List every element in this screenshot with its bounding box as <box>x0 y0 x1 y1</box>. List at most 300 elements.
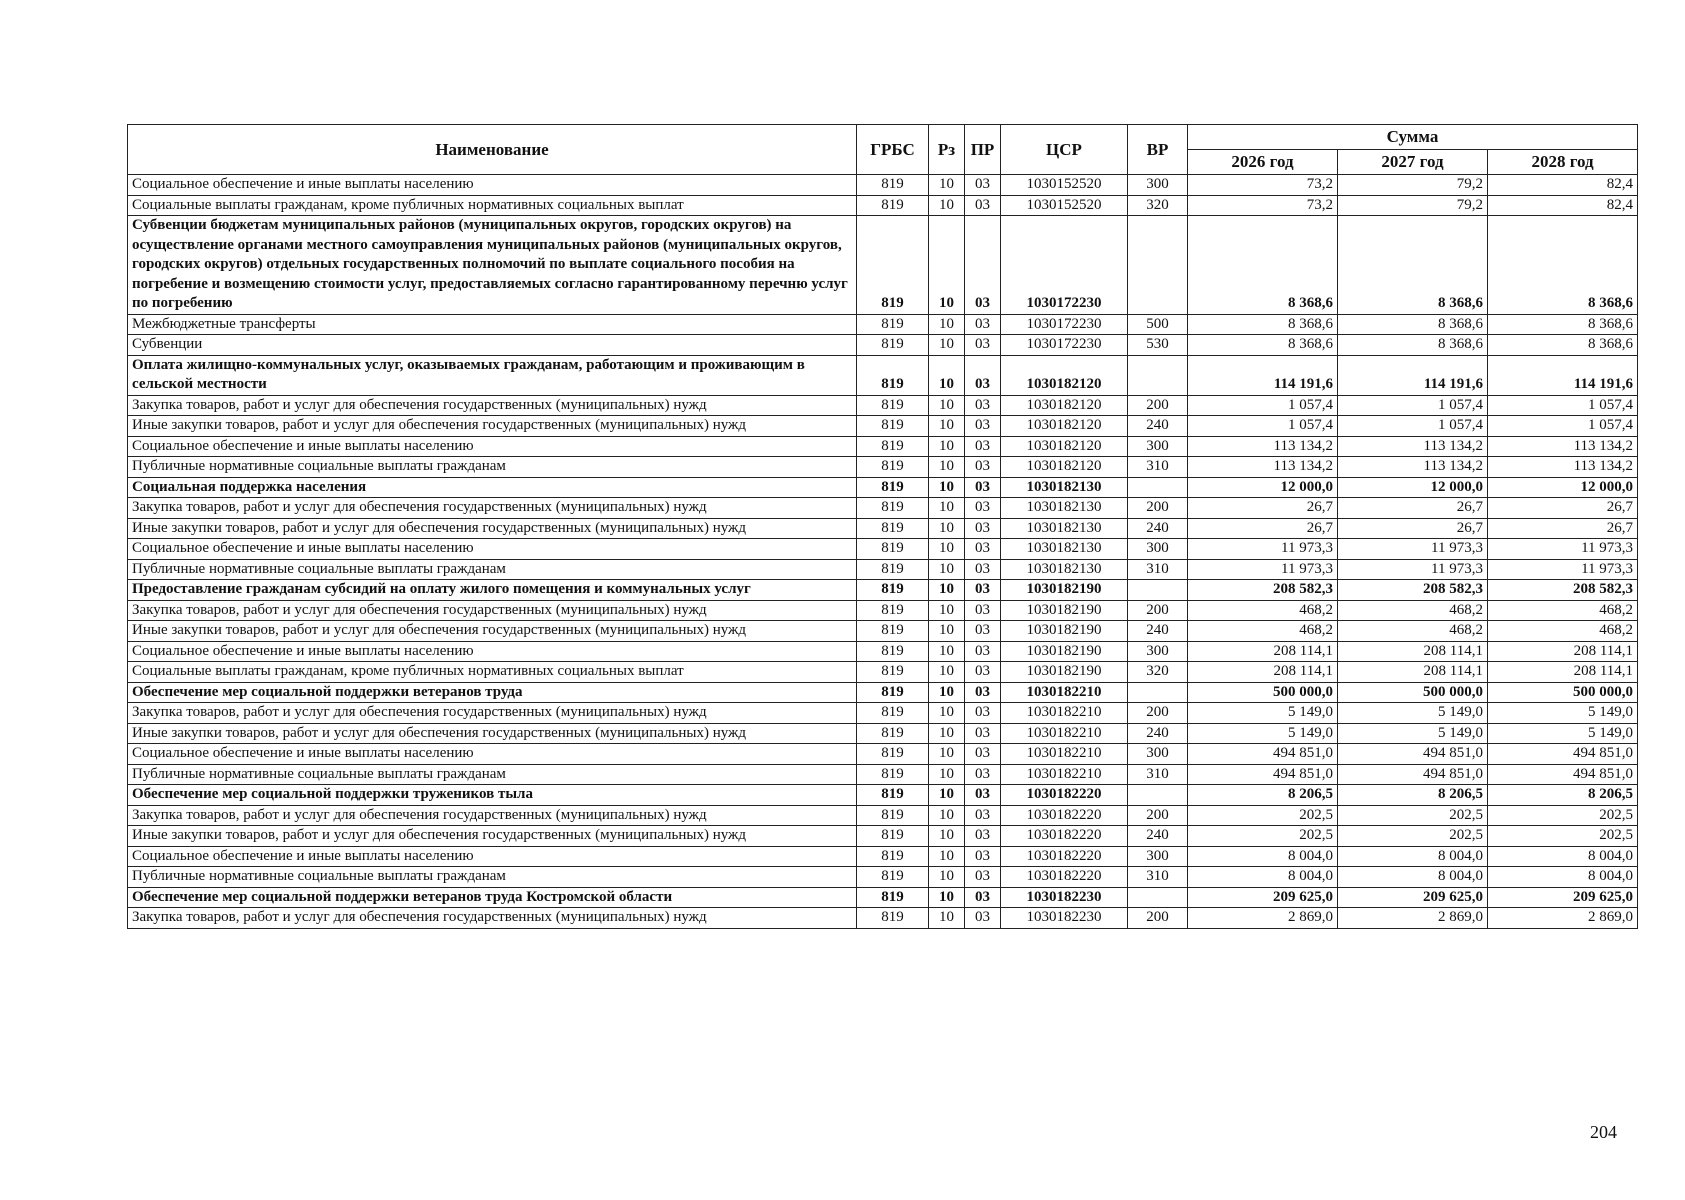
cell-csr: 1030152520 <box>1001 175 1128 196</box>
cell-grbs: 819 <box>857 621 929 642</box>
cell-vr <box>1128 477 1188 498</box>
cell-pr: 03 <box>965 600 1001 621</box>
cell-grbs: 819 <box>857 662 929 683</box>
cell-pr: 03 <box>965 764 1001 785</box>
cell-sum-2027: 494 851,0 <box>1338 744 1488 765</box>
cell-csr: 1030182220 <box>1001 826 1128 847</box>
cell-rz: 10 <box>929 436 965 457</box>
cell-pr: 03 <box>965 314 1001 335</box>
cell-grbs: 819 <box>857 498 929 519</box>
cell-sum-2026: 5 149,0 <box>1188 723 1338 744</box>
cell-csr: 1030182220 <box>1001 867 1128 888</box>
cell-grbs: 819 <box>857 477 929 498</box>
cell-csr: 1030182120 <box>1001 416 1128 437</box>
cell-rz: 10 <box>929 216 965 315</box>
cell-sum-2027: 202,5 <box>1338 805 1488 826</box>
cell-csr: 1030182210 <box>1001 764 1128 785</box>
cell-vr: 320 <box>1128 195 1188 216</box>
cell-sum-2026: 12 000,0 <box>1188 477 1338 498</box>
cell-vr: 530 <box>1128 335 1188 356</box>
cell-rz: 10 <box>929 498 965 519</box>
cell-sum-2026: 2 869,0 <box>1188 908 1338 929</box>
table-row <box>128 887 1638 908</box>
cell-sum-2028: 8 004,0 <box>1488 867 1638 888</box>
cell-rz: 10 <box>929 539 965 560</box>
cell-sum-2026: 208 582,3 <box>1188 580 1338 601</box>
cell-vr: 200 <box>1128 805 1188 826</box>
cell-sum-2028: 8 368,6 <box>1488 314 1638 335</box>
cell-sum-2027: 12 000,0 <box>1338 477 1488 498</box>
cell-sum-2028: 208 114,1 <box>1488 662 1638 683</box>
cell-grbs: 819 <box>857 314 929 335</box>
cell-name: Иные закупки товаров, работ и услуг для обеспечения государственных (муниципальных) нужд <box>128 416 857 437</box>
cell-sum-2027: 26,7 <box>1338 498 1488 519</box>
cell-vr: 240 <box>1128 826 1188 847</box>
cell-name: Социальное обеспечение и иные выплаты населению <box>128 744 857 765</box>
cell-vr: 300 <box>1128 846 1188 867</box>
cell-sum-2026: 494 851,0 <box>1188 764 1338 785</box>
cell-vr: 320 <box>1128 662 1188 683</box>
cell-grbs: 819 <box>857 335 929 356</box>
cell-vr: 500 <box>1128 314 1188 335</box>
cell-sum-2026: 468,2 <box>1188 600 1338 621</box>
cell-sum-2026: 1 057,4 <box>1188 416 1338 437</box>
cell-pr: 03 <box>965 395 1001 416</box>
cell-sum-2026: 8 368,6 <box>1188 335 1338 356</box>
cell-name: Закупка товаров, работ и услуг для обеспечения государственных (муниципальных) нужд <box>128 498 857 519</box>
cell-rz: 10 <box>929 518 965 539</box>
budget-table <box>127 124 1638 929</box>
table-row <box>128 867 1638 888</box>
cell-sum-2026: 113 134,2 <box>1188 436 1338 457</box>
cell-grbs: 819 <box>857 518 929 539</box>
table-row <box>128 846 1638 867</box>
cell-rz: 10 <box>929 457 965 478</box>
cell-sum-2027: 8 004,0 <box>1338 846 1488 867</box>
cell-sum-2027: 202,5 <box>1338 826 1488 847</box>
cell-sum-2027: 468,2 <box>1338 600 1488 621</box>
cell-name: Публичные нормативные социальные выплаты гражданам <box>128 457 857 478</box>
cell-csr: 1030182220 <box>1001 846 1128 867</box>
table-row <box>128 355 1638 395</box>
page-number: 204 <box>1590 1122 1617 1142</box>
table-header <box>128 125 1638 175</box>
cell-csr: 1030182120 <box>1001 436 1128 457</box>
cell-sum-2027: 113 134,2 <box>1338 436 1488 457</box>
cell-sum-2026: 5 149,0 <box>1188 703 1338 724</box>
cell-pr: 03 <box>965 703 1001 724</box>
cell-sum-2027: 5 149,0 <box>1338 723 1488 744</box>
cell-csr: 1030152520 <box>1001 195 1128 216</box>
cell-csr: 1030182130 <box>1001 498 1128 519</box>
cell-sum-2026: 8 368,6 <box>1188 314 1338 335</box>
cell-pr: 03 <box>965 682 1001 703</box>
cell-sum-2027: 8 368,6 <box>1338 216 1488 315</box>
cell-rz: 10 <box>929 195 965 216</box>
cell-grbs: 819 <box>857 539 929 560</box>
table-row <box>128 641 1638 662</box>
cell-vr: 200 <box>1128 600 1188 621</box>
cell-rz: 10 <box>929 682 965 703</box>
cell-sum-2028: 113 134,2 <box>1488 436 1638 457</box>
cell-rz: 10 <box>929 805 965 826</box>
cell-sum-2026: 468,2 <box>1188 621 1338 642</box>
col-header-name: Наименование <box>128 125 857 175</box>
cell-pr: 03 <box>965 477 1001 498</box>
cell-name: Закупка товаров, работ и услуг для обеспечения государственных (муниципальных) нужд <box>128 600 857 621</box>
cell-name: Межбюджетные трансферты <box>128 314 857 335</box>
cell-name: Социальное обеспечение и иные выплаты населению <box>128 436 857 457</box>
cell-name: Обеспечение мер социальной поддержки ветеранов труда Костромской области <box>128 887 857 908</box>
cell-rz: 10 <box>929 703 965 724</box>
cell-rz: 10 <box>929 314 965 335</box>
cell-csr: 1030182190 <box>1001 600 1128 621</box>
cell-sum-2026: 202,5 <box>1188 805 1338 826</box>
cell-grbs: 819 <box>857 723 929 744</box>
cell-csr: 1030182210 <box>1001 723 1128 744</box>
cell-sum-2027: 500 000,0 <box>1338 682 1488 703</box>
cell-sum-2027: 113 134,2 <box>1338 457 1488 478</box>
table-row <box>128 559 1638 580</box>
cell-name: Иные закупки товаров, работ и услуг для обеспечения государственных (муниципальных) нужд <box>128 723 857 744</box>
cell-sum-2028: 113 134,2 <box>1488 457 1638 478</box>
table-row <box>128 764 1638 785</box>
cell-pr: 03 <box>965 785 1001 806</box>
table-body <box>128 175 1638 929</box>
cell-vr <box>1128 580 1188 601</box>
cell-sum-2027: 208 114,1 <box>1338 641 1488 662</box>
cell-csr: 1030182120 <box>1001 355 1128 395</box>
cell-name: Иные закупки товаров, работ и услуг для обеспечения государственных (муниципальных) нужд <box>128 826 857 847</box>
cell-pr: 03 <box>965 216 1001 315</box>
cell-sum-2026: 73,2 <box>1188 195 1338 216</box>
cell-pr: 03 <box>965 908 1001 929</box>
table-row <box>128 785 1638 806</box>
cell-csr: 1030182210 <box>1001 682 1128 703</box>
cell-csr: 1030182210 <box>1001 703 1128 724</box>
cell-name: Публичные нормативные социальные выплаты гражданам <box>128 764 857 785</box>
cell-sum-2027: 209 625,0 <box>1338 887 1488 908</box>
cell-grbs: 819 <box>857 682 929 703</box>
cell-csr: 1030182230 <box>1001 908 1128 929</box>
cell-sum-2026: 114 191,6 <box>1188 355 1338 395</box>
cell-sum-2027: 8 206,5 <box>1338 785 1488 806</box>
table-row <box>128 216 1638 315</box>
cell-grbs: 819 <box>857 908 929 929</box>
cell-csr: 1030182130 <box>1001 539 1128 560</box>
cell-sum-2026: 8 004,0 <box>1188 867 1338 888</box>
cell-pr: 03 <box>965 867 1001 888</box>
cell-vr: 240 <box>1128 416 1188 437</box>
cell-vr: 240 <box>1128 518 1188 539</box>
cell-grbs: 819 <box>857 457 929 478</box>
cell-sum-2028: 11 973,3 <box>1488 539 1638 560</box>
col-header-sum: Сумма <box>1188 125 1638 150</box>
cell-grbs: 819 <box>857 744 929 765</box>
cell-rz: 10 <box>929 335 965 356</box>
cell-name: Субвенции бюджетам муниципальных районов (муниципальных округов, городских округов) на осуществление органами местного самоуправления муниципальных районов (муниципальных округов, городских округов) отдельных государственных полномочий по выплате социального пособия на погребение и возмещению стоимости услуг, предоставляемых согласно гарантированному перечню услуг по погребению <box>128 216 857 315</box>
col-header-year-2026: 2026 год <box>1188 150 1338 175</box>
cell-pr: 03 <box>965 416 1001 437</box>
cell-sum-2028: 500 000,0 <box>1488 682 1638 703</box>
cell-vr: 200 <box>1128 498 1188 519</box>
cell-sum-2028: 8 206,5 <box>1488 785 1638 806</box>
cell-csr: 1030182130 <box>1001 518 1128 539</box>
cell-sum-2027: 494 851,0 <box>1338 764 1488 785</box>
cell-sum-2028: 1 057,4 <box>1488 395 1638 416</box>
cell-sum-2026: 113 134,2 <box>1188 457 1338 478</box>
cell-grbs: 819 <box>857 785 929 806</box>
cell-csr: 1030182220 <box>1001 805 1128 826</box>
cell-sum-2027: 8 368,6 <box>1338 335 1488 356</box>
cell-sum-2028: 468,2 <box>1488 621 1638 642</box>
cell-name: Социальное обеспечение и иные выплаты населению <box>128 175 857 196</box>
col-header-csr: ЦСР <box>1001 125 1128 175</box>
cell-vr: 310 <box>1128 559 1188 580</box>
cell-vr: 200 <box>1128 908 1188 929</box>
cell-pr: 03 <box>965 826 1001 847</box>
table-row <box>128 723 1638 744</box>
cell-sum-2028: 208 582,3 <box>1488 580 1638 601</box>
cell-rz: 10 <box>929 641 965 662</box>
table-row <box>128 703 1638 724</box>
cell-rz: 10 <box>929 395 965 416</box>
cell-sum-2027: 1 057,4 <box>1338 416 1488 437</box>
cell-grbs: 819 <box>857 355 929 395</box>
cell-sum-2028: 11 973,3 <box>1488 559 1638 580</box>
cell-sum-2027: 11 973,3 <box>1338 559 1488 580</box>
cell-vr: 310 <box>1128 867 1188 888</box>
cell-csr: 1030182210 <box>1001 744 1128 765</box>
cell-sum-2028: 5 149,0 <box>1488 723 1638 744</box>
table-row <box>128 477 1638 498</box>
cell-rz: 10 <box>929 846 965 867</box>
cell-csr: 1030182130 <box>1001 477 1128 498</box>
table-row <box>128 580 1638 601</box>
cell-pr: 03 <box>965 175 1001 196</box>
cell-sum-2028: 26,7 <box>1488 518 1638 539</box>
cell-sum-2027: 26,7 <box>1338 518 1488 539</box>
cell-rz: 10 <box>929 723 965 744</box>
table-row <box>128 908 1638 929</box>
table-row <box>128 539 1638 560</box>
cell-sum-2028: 1 057,4 <box>1488 416 1638 437</box>
cell-grbs: 819 <box>857 175 929 196</box>
table-row <box>128 621 1638 642</box>
cell-pr: 03 <box>965 846 1001 867</box>
cell-sum-2027: 79,2 <box>1338 195 1488 216</box>
cell-vr <box>1128 785 1188 806</box>
cell-csr: 1030182190 <box>1001 580 1128 601</box>
cell-pr: 03 <box>965 539 1001 560</box>
cell-pr: 03 <box>965 621 1001 642</box>
cell-name: Иные закупки товаров, работ и услуг для обеспечения государственных (муниципальных) нужд <box>128 621 857 642</box>
cell-pr: 03 <box>965 335 1001 356</box>
cell-name: Закупка товаров, работ и услуг для обеспечения государственных (муниципальных) нужд <box>128 395 857 416</box>
cell-name: Публичные нормативные социальные выплаты гражданам <box>128 559 857 580</box>
cell-sum-2027: 79,2 <box>1338 175 1488 196</box>
cell-pr: 03 <box>965 355 1001 395</box>
cell-sum-2026: 8 004,0 <box>1188 846 1338 867</box>
cell-vr: 300 <box>1128 539 1188 560</box>
table-row <box>128 600 1638 621</box>
table-row <box>128 518 1638 539</box>
cell-grbs: 819 <box>857 436 929 457</box>
cell-sum-2027: 5 149,0 <box>1338 703 1488 724</box>
cell-vr: 310 <box>1128 764 1188 785</box>
table-row <box>128 314 1638 335</box>
cell-name: Закупка товаров, работ и услуг для обеспечения государственных (муниципальных) нужд <box>128 908 857 929</box>
cell-csr: 1030172230 <box>1001 335 1128 356</box>
cell-grbs: 819 <box>857 641 929 662</box>
table-row <box>128 805 1638 826</box>
cell-sum-2027: 2 869,0 <box>1338 908 1488 929</box>
cell-rz: 10 <box>929 887 965 908</box>
cell-pr: 03 <box>965 559 1001 580</box>
col-header-pr: ПР <box>965 125 1001 175</box>
cell-sum-2026: 8 206,5 <box>1188 785 1338 806</box>
cell-vr: 200 <box>1128 395 1188 416</box>
cell-sum-2026: 1 057,4 <box>1188 395 1338 416</box>
cell-rz: 10 <box>929 355 965 395</box>
col-header-year-2028: 2028 год <box>1488 150 1638 175</box>
cell-rz: 10 <box>929 867 965 888</box>
cell-vr: 300 <box>1128 641 1188 662</box>
cell-grbs: 819 <box>857 416 929 437</box>
cell-name: Закупка товаров, работ и услуг для обеспечения государственных (муниципальных) нужд <box>128 703 857 724</box>
cell-vr <box>1128 682 1188 703</box>
cell-sum-2028: 202,5 <box>1488 805 1638 826</box>
cell-name: Социальная поддержка населения <box>128 477 857 498</box>
cell-name: Публичные нормативные социальные выплаты гражданам <box>128 867 857 888</box>
cell-sum-2028: 82,4 <box>1488 175 1638 196</box>
cell-sum-2026: 208 114,1 <box>1188 641 1338 662</box>
col-header-vr: ВР <box>1128 125 1188 175</box>
cell-name: Социальные выплаты гражданам, кроме публичных нормативных социальных выплат <box>128 662 857 683</box>
cell-rz: 10 <box>929 559 965 580</box>
cell-sum-2028: 26,7 <box>1488 498 1638 519</box>
cell-rz: 10 <box>929 600 965 621</box>
cell-sum-2028: 114 191,6 <box>1488 355 1638 395</box>
table-row <box>128 395 1638 416</box>
cell-grbs: 819 <box>857 703 929 724</box>
cell-grbs: 819 <box>857 580 929 601</box>
table-row <box>128 682 1638 703</box>
table-row <box>128 498 1638 519</box>
cell-csr: 1030182190 <box>1001 621 1128 642</box>
cell-sum-2026: 8 368,6 <box>1188 216 1338 315</box>
cell-sum-2026: 11 973,3 <box>1188 559 1338 580</box>
col-header-rz: Рз <box>929 125 965 175</box>
cell-sum-2026: 500 000,0 <box>1188 682 1338 703</box>
cell-pr: 03 <box>965 580 1001 601</box>
table-row <box>128 195 1638 216</box>
cell-sum-2028: 494 851,0 <box>1488 764 1638 785</box>
cell-vr <box>1128 355 1188 395</box>
cell-name: Социальное обеспечение и иные выплаты населению <box>128 846 857 867</box>
cell-vr: 300 <box>1128 436 1188 457</box>
cell-pr: 03 <box>965 662 1001 683</box>
cell-sum-2026: 494 851,0 <box>1188 744 1338 765</box>
col-header-year-2027: 2027 год <box>1338 150 1488 175</box>
cell-sum-2026: 11 973,3 <box>1188 539 1338 560</box>
cell-sum-2026: 202,5 <box>1188 826 1338 847</box>
cell-vr: 240 <box>1128 723 1188 744</box>
cell-name: Оплата жилищно-коммунальных услуг, оказываемых гражданам, работающим и проживающим в сельской местности <box>128 355 857 395</box>
cell-name: Социальное обеспечение и иные выплаты населению <box>128 539 857 560</box>
cell-sum-2028: 82,4 <box>1488 195 1638 216</box>
table-row <box>128 662 1638 683</box>
table-row <box>128 436 1638 457</box>
cell-name: Обеспечение мер социальной поддержки тружеников тыла <box>128 785 857 806</box>
cell-grbs: 819 <box>857 195 929 216</box>
cell-grbs: 819 <box>857 826 929 847</box>
cell-sum-2028: 2 869,0 <box>1488 908 1638 929</box>
cell-name: Закупка товаров, работ и услуг для обеспечения государственных (муниципальных) нужд <box>128 805 857 826</box>
cell-vr: 310 <box>1128 457 1188 478</box>
cell-grbs: 819 <box>857 395 929 416</box>
cell-sum-2027: 208 114,1 <box>1338 662 1488 683</box>
cell-grbs: 819 <box>857 600 929 621</box>
cell-grbs: 819 <box>857 887 929 908</box>
cell-csr: 1030182130 <box>1001 559 1128 580</box>
cell-rz: 10 <box>929 764 965 785</box>
cell-rz: 10 <box>929 416 965 437</box>
cell-csr: 1030182190 <box>1001 641 1128 662</box>
cell-csr: 1030182120 <box>1001 395 1128 416</box>
cell-pr: 03 <box>965 723 1001 744</box>
table-row <box>128 826 1638 847</box>
cell-sum-2028: 209 625,0 <box>1488 887 1638 908</box>
cell-sum-2028: 468,2 <box>1488 600 1638 621</box>
cell-sum-2028: 208 114,1 <box>1488 641 1638 662</box>
cell-sum-2028: 8 368,6 <box>1488 216 1638 315</box>
table-row <box>128 416 1638 437</box>
cell-vr: 200 <box>1128 703 1188 724</box>
cell-pr: 03 <box>965 436 1001 457</box>
cell-grbs: 819 <box>857 764 929 785</box>
cell-vr <box>1128 887 1188 908</box>
budget-sheet <box>127 124 1637 929</box>
cell-csr: 1030182120 <box>1001 457 1128 478</box>
cell-name: Социальное обеспечение и иные выплаты населению <box>128 641 857 662</box>
cell-sum-2028: 12 000,0 <box>1488 477 1638 498</box>
cell-csr: 1030172230 <box>1001 216 1128 315</box>
cell-pr: 03 <box>965 195 1001 216</box>
cell-sum-2028: 494 851,0 <box>1488 744 1638 765</box>
cell-sum-2027: 1 057,4 <box>1338 395 1488 416</box>
cell-grbs: 819 <box>857 216 929 315</box>
cell-pr: 03 <box>965 805 1001 826</box>
cell-csr: 1030182190 <box>1001 662 1128 683</box>
cell-grbs: 819 <box>857 846 929 867</box>
cell-name: Иные закупки товаров, работ и услуг для обеспечения государственных (муниципальных) нужд <box>128 518 857 539</box>
cell-sum-2027: 11 973,3 <box>1338 539 1488 560</box>
cell-rz: 10 <box>929 785 965 806</box>
cell-sum-2027: 208 582,3 <box>1338 580 1488 601</box>
cell-grbs: 819 <box>857 805 929 826</box>
col-header-grbs: ГРБС <box>857 125 929 175</box>
cell-sum-2026: 26,7 <box>1188 498 1338 519</box>
cell-pr: 03 <box>965 498 1001 519</box>
cell-rz: 10 <box>929 662 965 683</box>
cell-sum-2028: 8 368,6 <box>1488 335 1638 356</box>
cell-csr: 1030182220 <box>1001 785 1128 806</box>
cell-pr: 03 <box>965 887 1001 908</box>
cell-pr: 03 <box>965 518 1001 539</box>
cell-sum-2026: 26,7 <box>1188 518 1338 539</box>
cell-rz: 10 <box>929 908 965 929</box>
